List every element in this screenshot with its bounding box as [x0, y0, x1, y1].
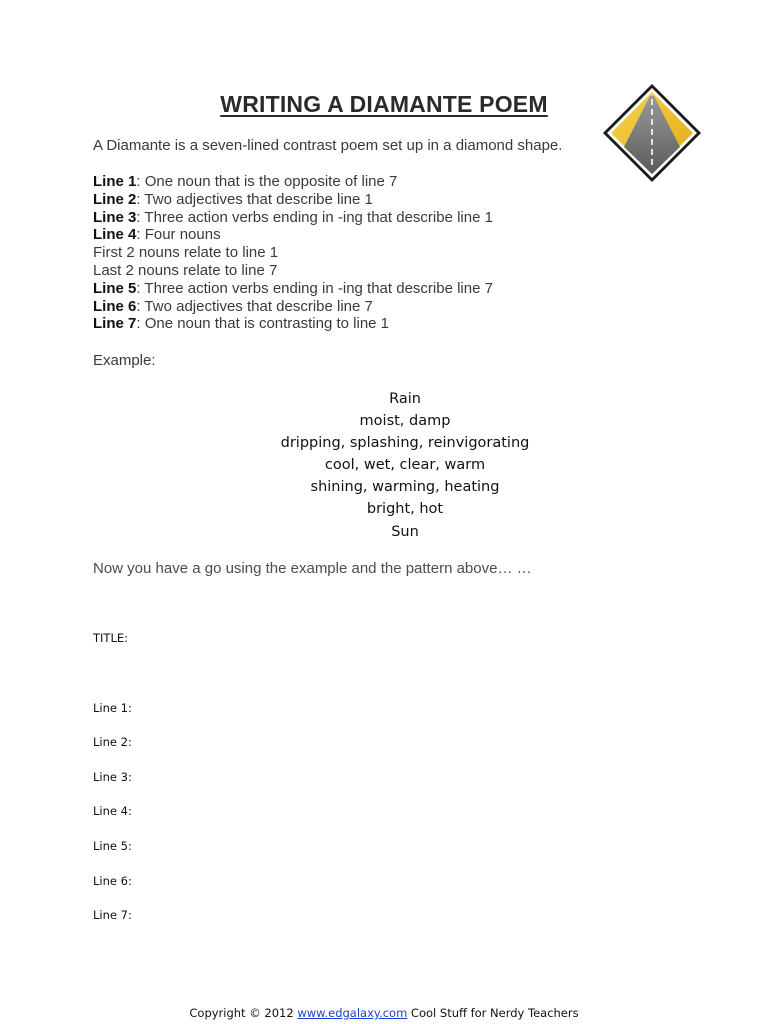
- rule-text: : Three action verbs ending in -ing that describe line 7: [136, 279, 493, 297]
- rule-text: : Two adjectives that describe line 7: [136, 297, 373, 315]
- rule-text: Last 2 nouns relate to line 7: [93, 261, 278, 279]
- rule-text: : Three action verbs ending in -ing that describe line 1: [136, 208, 493, 226]
- line-rules-list: [93, 173, 493, 333]
- rule-item: [93, 298, 493, 316]
- rule-label: Line 5: [93, 279, 137, 297]
- poem-line: Rain: [389, 391, 421, 407]
- line-5-field-label: Line 5:: [93, 839, 132, 853]
- rule-item: [93, 209, 493, 227]
- tagline-text: Cool Stuff for Nerdy Teachers: [407, 1006, 579, 1020]
- line-2-field-label: Line 2:: [93, 735, 132, 749]
- rule-note: [93, 244, 493, 262]
- rule-item: [93, 173, 493, 191]
- footer: [0, 1006, 768, 1020]
- line-7-field-label: Line 7:: [93, 908, 132, 922]
- rule-text: First 2 nouns relate to line 1: [93, 244, 279, 262]
- rule-note: [93, 262, 493, 280]
- example-poem: [0, 388, 768, 543]
- poem-line: cool, wet, clear, warm: [324, 457, 486, 474]
- title-field-label: TITLE:: [93, 631, 128, 645]
- rule-item: [93, 280, 493, 298]
- rule-text: : Four nouns: [136, 226, 221, 244]
- rule-item: [93, 315, 493, 333]
- rule-text: : Two adjectives that describe line 1: [136, 190, 373, 208]
- intro-text: A Diamante is a seven-lined contrast poem set up in a diamond shape.: [93, 137, 563, 154]
- poem-line: Sun: [391, 523, 419, 540]
- rule-label: Line 1: [93, 173, 137, 190]
- rule-text: : One noun that is the opposite of line 7: [136, 173, 398, 190]
- line-1-field-label: Line 1:: [93, 701, 132, 715]
- rule-label: Line 3: [93, 208, 137, 226]
- line-6-field-label: Line 6:: [93, 874, 132, 888]
- copyright-text: Copyright © 2012: [189, 1006, 298, 1020]
- instruction-text: Now you have a go using the example and the pattern above… …: [93, 560, 532, 577]
- rule-item: [93, 226, 493, 244]
- line-4-field-label: Line 4:: [93, 804, 132, 818]
- edgalaxy-link[interactable]: www.edgalaxy.com: [297, 1006, 408, 1020]
- rule-text: : One noun that is contrasting to line 1: [136, 315, 390, 333]
- rule-item: [93, 191, 493, 209]
- rule-label: Line 2: [93, 190, 137, 208]
- line-3-field-label: Line 3:: [93, 770, 132, 784]
- poem-line: bright, hot: [366, 501, 444, 518]
- rule-label: Line 6: [93, 297, 137, 315]
- poem-line: shining, warming, heating: [310, 479, 500, 496]
- rule-label: Line 4: [93, 226, 137, 244]
- example-label: Example:: [93, 352, 156, 369]
- road-sign-icon: [600, 81, 704, 185]
- poem-line: moist, damp: [359, 413, 451, 430]
- page-title: WRITING A DIAMANTE POEM: [220, 91, 548, 117]
- poem-line: dripping, splashing, reinvigorating: [280, 435, 530, 452]
- rule-label: Line 7: [93, 315, 137, 333]
